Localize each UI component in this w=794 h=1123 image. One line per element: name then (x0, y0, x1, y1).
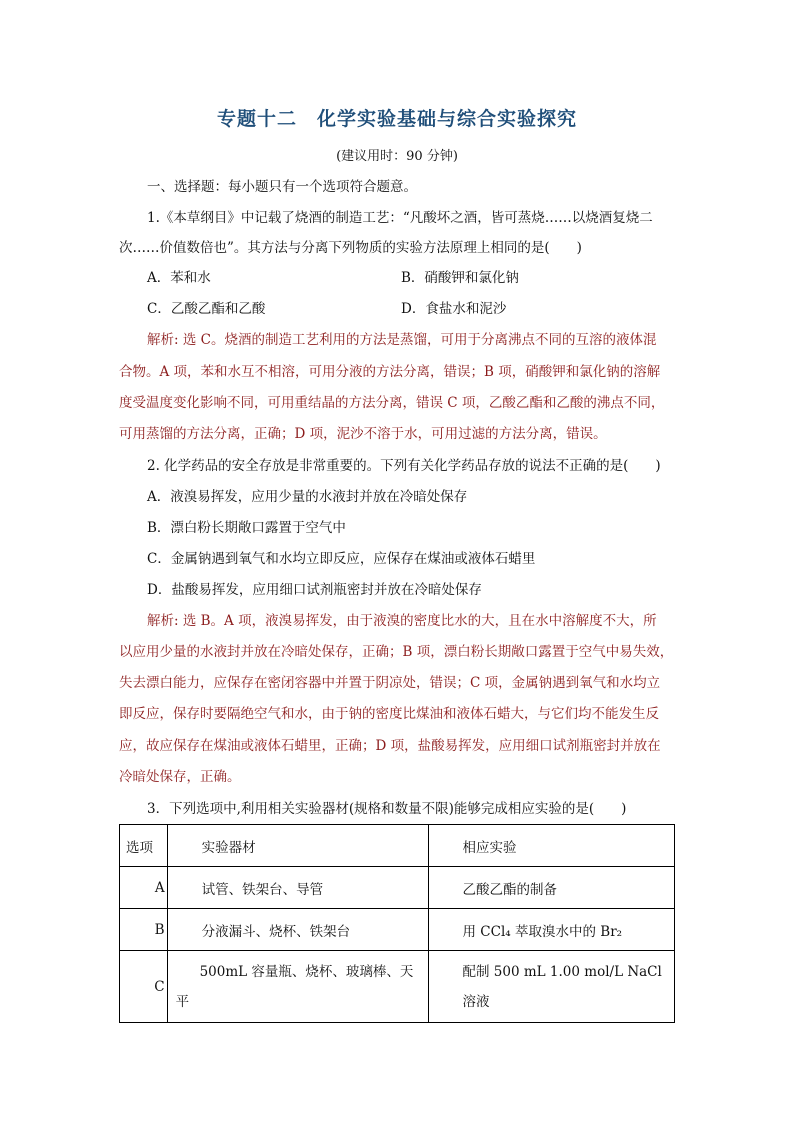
section-heading: 一、选择题：每小题只有一个选项符合题意。 (147, 179, 417, 195)
row-label: A (120, 867, 168, 909)
table-header-row (120, 825, 675, 867)
row-experiment: 用 CCl₄ 萃取溴水中的 Br₂ (428, 909, 674, 951)
row-equipment: 分液漏斗、烧杯、铁架台 (167, 909, 428, 951)
row-equipment (167, 951, 428, 1023)
table-row (120, 867, 675, 909)
q2-analysis-line4: 即反应，保存时要隔绝空气和水，由于钠的密度比煤油和液体石蜡大，与它们均不能发生反 (119, 706, 659, 722)
q1-stem-line1: 1.《本草纲目》中记载了烧酒的制造工艺：“凡酸坏之酒，皆可蒸烧……以烧酒复烧二 (147, 210, 653, 226)
q3-table (119, 824, 675, 1023)
q2-analysis-line3: 失去漂白能力，应保存在密闭容器中并置于阴凉处，错误；C 项，金属钠遇到氧气和水均立 (119, 675, 661, 691)
q2-analysis-line1: 解析: 选 B。A 项，液溴易挥发，由于液溴的密度比水的大，且在水中溶解度不大，所 (147, 613, 657, 629)
q1-stem-line2: 次……价值数倍也”。其方法与分离下列物质的实验方法原理上相同的是( ) (119, 240, 582, 256)
q1-analysis-line2: 合物。A 项，苯和水互不相溶，可用分液的方法分离，错误；B 项，硝酸钾和氯化钠的溶解 (119, 364, 661, 380)
row-experiment: 乙酸乙酯的制备 (428, 867, 674, 909)
q2-option-d: D．盐酸易挥发，应用细口试剂瓶密封并放在冷暗处保存 (147, 582, 482, 598)
experiment-line2: 溶液 (462, 993, 490, 1010)
q2-option-a: A．液溴易挥发，应用少量的水液封并放在冷暗处保存 (147, 489, 468, 505)
q2-option-c: C．金属钠遇到氧气和水均立即反应，应保存在煤油或液体石蜡里 (147, 551, 536, 567)
q2-analysis-line6: 冷暗处保存，正确。 (119, 769, 241, 785)
q1-analysis-line4: 可用蒸馏的方法分离，正确；D 项，泥沙不溶于水，可用过滤的方法分离，错误。 (119, 426, 607, 442)
row-experiment (428, 951, 674, 1023)
q1-option-d: D．食盐水和泥沙 (401, 301, 507, 317)
equipment-line2: 平 (175, 993, 190, 1010)
q1-option-b: B．硝酸钾和氯化钠 (401, 270, 519, 286)
q1-analysis-line3: 度受温度变化影响不同，可用重结晶的方法分离，错误 C 项，乙酸乙酯和乙酸的沸点不同， (119, 395, 665, 411)
q2-option-b: B．漂白粉长期敞口露置于空气中 (147, 520, 346, 536)
time-suggestion: (建议用时：90 分钟) (336, 149, 458, 164)
header-experiment: 相应实验 (428, 825, 674, 867)
q1-analysis-line1: 解析: 选 C。烧酒的制造工艺利用的方法是蒸馏，可用于分离沸点不同的互溶的液体混 (147, 332, 657, 348)
header-equipment: 实验器材 (167, 825, 428, 867)
row-label: B (120, 909, 168, 951)
q2-stem: 2. 化学药品的安全存放是非常重要的。下列有关化学药品存放的说法不正确的是( ) (147, 458, 661, 474)
table-row (120, 951, 675, 1023)
q3-stem: 3．下列选项中,利用相关实验器材(规格和数量不限)能够完成相应实验的是( ) (147, 801, 627, 817)
row-equipment: 试管、铁架台、导管 (167, 867, 428, 909)
q2-analysis-line2: 以应用少量的水液封并放在冷暗处保存，正确；B 项，漂白粉长期敞口露置于空气中易失效， (119, 644, 674, 660)
row-label: C (120, 951, 168, 1023)
table-row (120, 909, 675, 951)
page-title: 专题十二 化学实验基础与综合实验探究 (216, 108, 577, 130)
q1-option-a: A．苯和水 (147, 270, 211, 286)
equipment-line1: 500mL 容量瓶、烧杯、玻璃棒、天 (199, 963, 414, 980)
q2-analysis-line5: 应，故应保存在煤油或液体石蜡里，正确；D 项，盐酸易挥发，应用细口试剂瓶密封并放在 (119, 738, 661, 754)
experiment-line1: 配制 500 mL 1.00 mol/L NaCl (462, 963, 662, 980)
q1-option-c: C．乙酸乙酯和乙酸 (147, 301, 266, 317)
header-option: 选项 (120, 825, 168, 867)
